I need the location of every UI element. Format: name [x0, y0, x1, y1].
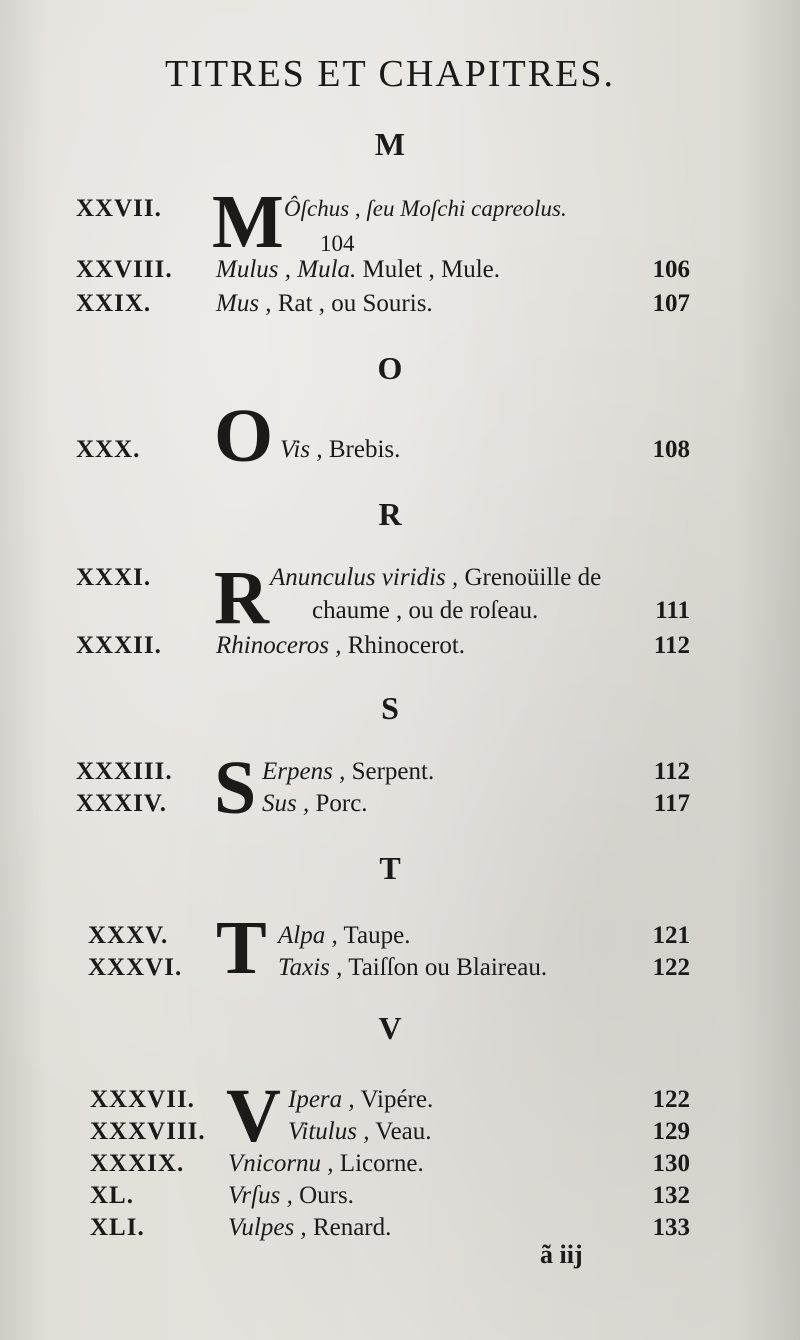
- entry-number: XXXI.: [76, 564, 152, 591]
- entry-french-continued: chaume , ou de roſeau.: [312, 597, 539, 624]
- entry-french: Rhinocerot.: [341, 632, 466, 659]
- entry-row: [0, 1212, 800, 1244]
- page-header: TITRES ET CHAPITRES.: [165, 53, 615, 95]
- entry-french: Rat , ou Souris.: [271, 290, 433, 317]
- entry-page: 122: [652, 1086, 690, 1113]
- entry-number: XXXIV.: [76, 790, 167, 817]
- entry-french: Brebis.: [322, 436, 401, 463]
- entry-french: Porc.: [309, 790, 368, 817]
- entry-row: [0, 434, 800, 466]
- entry-row: [0, 1180, 800, 1212]
- entry-page: 111: [655, 597, 690, 624]
- entry-number: XXIX.: [76, 290, 152, 317]
- entry-page: 130: [652, 1150, 690, 1177]
- entry-number: XXXII.: [76, 632, 162, 659]
- entry-latin: Vis ,: [280, 436, 323, 463]
- entry-page: 117: [653, 790, 690, 817]
- entry-latin: Rhinoceros ,: [216, 632, 342, 659]
- entry-latin: Anunculus viridis ,: [270, 564, 459, 591]
- entry-latin: Vulpes ,: [228, 1214, 307, 1241]
- entry-latin: Alpa ,: [278, 922, 338, 949]
- entry-row: [0, 193, 800, 225]
- entry-row: [0, 254, 800, 286]
- section-letter-m: M: [374, 126, 406, 162]
- entry-number: XL.: [90, 1182, 134, 1209]
- dropcap-r: R: [214, 556, 269, 640]
- entry-french: Veau.: [369, 1118, 432, 1145]
- entry-number: XLI.: [90, 1214, 145, 1241]
- entry-page: 106: [652, 256, 690, 283]
- entry-number: XXVIII.: [76, 256, 173, 283]
- entry-french: Serpent.: [345, 758, 435, 785]
- entry-number: XXXIX.: [90, 1150, 185, 1177]
- entry-text: [228, 1180, 354, 1212]
- entry-row: [0, 1084, 800, 1116]
- entry-text: [216, 630, 465, 662]
- entry-row: [0, 288, 800, 320]
- entry-french: Licorne.: [333, 1150, 424, 1177]
- entry-row: [0, 952, 800, 984]
- entry-french: Taiſſon ou Blaireau.: [342, 954, 548, 981]
- entry-row: [0, 562, 800, 594]
- entry-text: [278, 952, 547, 984]
- entry-text: [278, 920, 411, 952]
- entry-page: 121: [652, 922, 690, 949]
- entry-text: [262, 756, 434, 788]
- entry-page: 112: [653, 758, 690, 785]
- entry-text: [216, 254, 500, 286]
- section-letter-o: O: [377, 350, 403, 386]
- entry-page: 129: [652, 1118, 690, 1145]
- entry-french: Vipére.: [354, 1086, 434, 1113]
- entry-number: XXX.: [76, 436, 141, 463]
- entry-page: 122: [652, 954, 690, 981]
- dropcap-v: V: [226, 1074, 281, 1158]
- entry-page: 107: [652, 290, 690, 317]
- entry-latin: Vnicornu ,: [228, 1150, 334, 1177]
- entry-latin: Vrſus ,: [228, 1182, 293, 1209]
- entry-number: XXVII.: [76, 195, 162, 222]
- dropcap-o: O: [214, 394, 274, 478]
- entry-text: [262, 788, 368, 820]
- entry-latin: Erpens ,: [262, 758, 346, 785]
- entry-french: Mulet , Mule.: [356, 256, 501, 283]
- dropcap-t: T: [216, 906, 267, 990]
- section-letter-v: V: [378, 1010, 402, 1046]
- dropcap-s: S: [214, 746, 257, 830]
- entry-page: 132: [652, 1182, 690, 1209]
- section-letter-s: S: [381, 690, 399, 726]
- section-letter-t: T: [379, 850, 401, 886]
- entry-number: XXXVIII.: [90, 1118, 206, 1145]
- entry-latin: Sus ,: [262, 790, 310, 817]
- entry-french: Renard.: [306, 1214, 392, 1241]
- entry-row: [0, 788, 800, 820]
- entry-row: [0, 1116, 800, 1148]
- entry-latin: Mus ,: [216, 290, 272, 317]
- entry-number: XXXV.: [88, 922, 169, 949]
- entry-row: [0, 756, 800, 788]
- entry-latin: Ipera ,: [288, 1086, 355, 1113]
- dropcap-m: M: [212, 180, 284, 264]
- entry-row: [0, 1148, 800, 1180]
- entry-number: XXXIII.: [76, 758, 173, 785]
- entry-text: [270, 562, 601, 594]
- entry-row: [0, 920, 800, 952]
- entry-row-continued: [0, 595, 800, 627]
- entry-row: [0, 630, 800, 662]
- entry-text: [280, 434, 400, 466]
- entry-number: XXXVII.: [90, 1086, 195, 1113]
- entry-french: Taupe.: [337, 922, 411, 949]
- signature-mark: ã iij: [540, 1240, 583, 1269]
- entry-text: [216, 288, 433, 320]
- entry-text: [288, 1116, 432, 1148]
- entry-latin: Vitulus ,: [288, 1118, 370, 1145]
- entry-page: 112: [653, 632, 690, 659]
- entry-french: Grenoüille de: [458, 564, 602, 591]
- entry-text: [228, 1148, 424, 1180]
- section-letter-r: R: [378, 496, 402, 532]
- entry-number: XXXVI.: [88, 954, 183, 981]
- entry-page: 104: [320, 231, 355, 256]
- entry-latin: Mulus , Mula.: [216, 256, 357, 283]
- entry-page: 108: [652, 436, 690, 463]
- entry-title: Ôſchus , ſeu Moſchi capreolus.: [284, 196, 567, 221]
- entry-latin: Taxis ,: [278, 954, 343, 981]
- entry-page: 133: [652, 1214, 690, 1241]
- entry-text: [288, 1084, 433, 1116]
- entry-french: Ours.: [292, 1182, 354, 1209]
- entry-text: [228, 1212, 391, 1244]
